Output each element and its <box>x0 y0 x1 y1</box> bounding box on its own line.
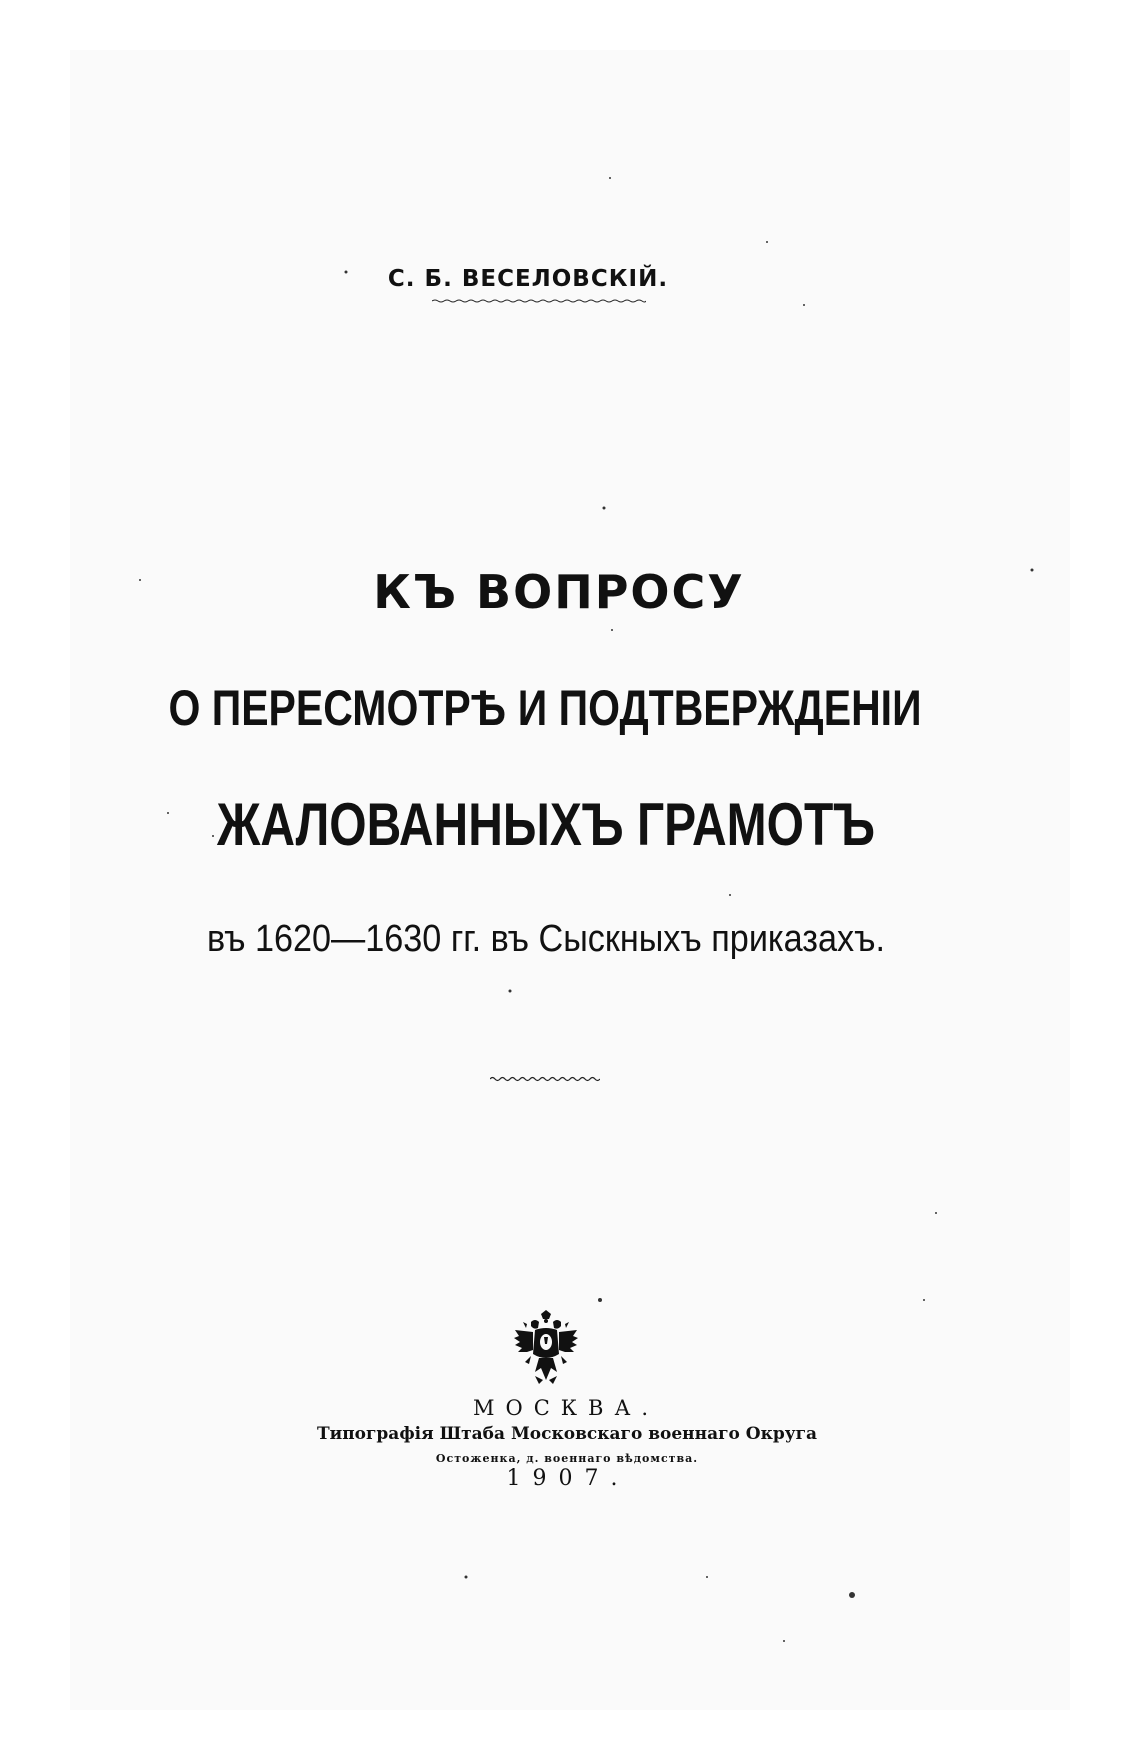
title-line-1: КЪ ВОПРОСУ <box>373 565 745 619</box>
imprint-year: 1907. <box>506 1466 630 1491</box>
author-name: С. Б. ВЕСЕЛОВСКІЙ. <box>387 266 669 292</box>
imprint-city: МОСКВА. <box>472 1396 660 1420</box>
title-line-2: О ПЕРЕСМОТРѢ И ПОДТВЕРЖДЕНІИ <box>168 680 922 736</box>
title-line-3: ЖАЛОВАННЫХЪ ГРАМОТЪ <box>216 791 876 858</box>
imprint-address: Остоженка, д. военнаго вѣдомства. <box>435 1452 699 1465</box>
title-subtitle: въ 1620—1630 гг. въ Сыскныхъ приказахъ. <box>207 918 885 960</box>
imprint-printer: Типографія Штаба Московскаго военнаго Округа <box>316 1424 818 1444</box>
